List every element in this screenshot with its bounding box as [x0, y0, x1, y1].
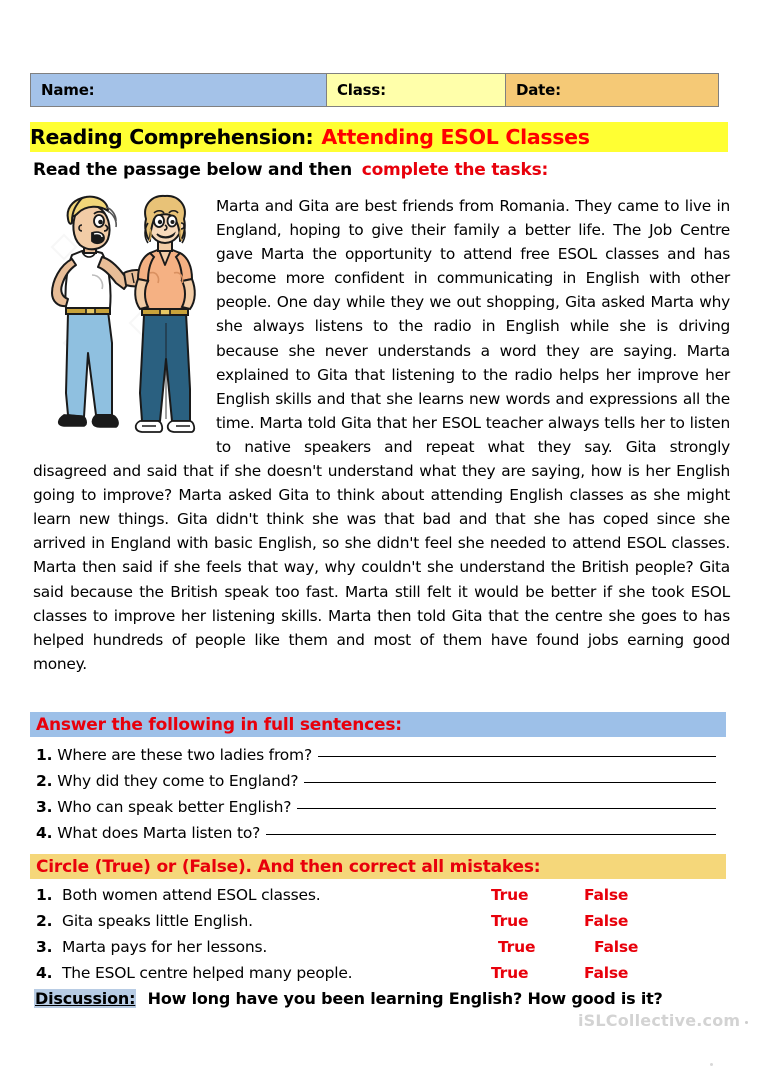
tf-false-option-1[interactable]: False: [584, 886, 629, 904]
tf-false-option-3[interactable]: False: [594, 938, 639, 956]
instruction-black-text: Read the passage below and then: [33, 160, 352, 180]
section-truefalse-heading: Circle (True) or (False). And then correct all mistakes:: [36, 856, 541, 877]
worksheet-title-bar: [30, 122, 728, 152]
truefalse-row-1: [36, 886, 726, 912]
question-number-1: 1.: [36, 746, 53, 764]
watermark-dot-bottom: [710, 1063, 713, 1066]
truefalse-row-3: [36, 938, 726, 964]
tf-true-option-4[interactable]: True: [491, 964, 529, 982]
question-number-2: 2.: [36, 772, 53, 790]
question-number-3: 3.: [36, 798, 53, 816]
answer-line-3[interactable]: [297, 808, 716, 809]
reading-passage: [33, 194, 730, 676]
question-text-1: Where are these two ladies from?: [57, 746, 312, 764]
question-row-1: [36, 746, 716, 770]
class-label: Class:: [337, 81, 386, 99]
tf-number-2: 2.: [36, 912, 53, 930]
name-label: Name:: [41, 81, 95, 99]
passage-text: Marta and Gita are best friends from Romania. They came to live in England, hoping to give their family a better life. The Job Centre gave Marta the opportunity to attend free ESOL classes and has become more confident in communicating in English with other people. One day while they we out shopping, Gita asked Marta why she always listens to the radio in English while she is driving because she never understands a word they are saying. Marta explained to Gita that listening to the radio helps her improve her English skills and that she learns new words and expressions all the time. Marta told Gita that her ESOL teacher always tells her to listen to native speakers and repeat what they say. Gita strongly disagreed and said that if she doesn't understand what they are saying, how is her English going to improve? Marta asked Gita to think about attending English classes as she might learn new things. Gita didn't think she was that bad and that she has coped since she arrived in England with basic English, so she didn't feel she needed to attend ESOL classes. Marta then said if she feels that way, why couldn't she understand the British people? Gita said because the British speak too fast. Marta still felt it would be better if she took ESOL classes to improve her listening skills. Marta then told Gita that the centre she goes to has helped hundreds of people like them and most of them have found jobs earning good money.: [33, 197, 730, 673]
question-text-4: What does Marta listen to?: [57, 824, 261, 842]
question-row-4: [36, 824, 716, 848]
illustration-text-wrap-spacer: [33, 194, 216, 436]
question-text-3: Who can speak better English?: [57, 798, 292, 816]
tf-number-1: 1.: [36, 886, 53, 904]
tf-statement-4: The ESOL centre helped many people.: [62, 964, 353, 982]
tf-number-3: 3.: [36, 938, 53, 956]
page-title: Reading Comprehension:: [30, 125, 314, 149]
tf-false-option-4[interactable]: False: [584, 964, 629, 982]
answer-line-2[interactable]: [304, 782, 716, 783]
question-row-2: [36, 772, 716, 796]
question-text-2: Why did they come to England?: [57, 772, 299, 790]
tf-statement-1: Both women attend ESOL classes.: [62, 886, 321, 904]
student-info-table: [30, 73, 719, 107]
class-field-cell[interactable]: [327, 73, 506, 107]
discussion-question: How long have you been learning English? How good is it?: [147, 989, 663, 1008]
page-subtitle: Attending ESOL Classes: [321, 125, 590, 149]
date-field-cell[interactable]: [506, 73, 719, 107]
name-field-cell[interactable]: [30, 73, 327, 107]
tf-statement-2: Gita speaks little English.: [62, 912, 253, 930]
tf-number-4: 4.: [36, 964, 53, 982]
truefalse-row-4: [36, 964, 726, 990]
date-label: Date:: [516, 81, 561, 99]
question-row-3: [36, 798, 716, 822]
site-watermark: iSLCollective.com: [578, 1011, 741, 1030]
tf-true-option-1[interactable]: True: [491, 886, 529, 904]
tf-statement-3: Marta pays for her lessons.: [62, 938, 268, 956]
section-header-truefalse: [30, 854, 726, 879]
answer-line-1[interactable]: [318, 756, 716, 757]
watermark-dot-right: [745, 1021, 748, 1024]
discussion-label: Discussion:: [35, 989, 136, 1008]
discussion-prompt: [34, 989, 663, 1008]
task-instruction: [33, 160, 548, 180]
tf-false-option-2[interactable]: False: [584, 912, 629, 930]
section-questions-heading: Answer the following in full sentences:: [36, 714, 402, 735]
question-number-4: 4.: [36, 824, 53, 842]
section-header-questions: [30, 712, 726, 737]
tf-true-option-2[interactable]: True: [491, 912, 529, 930]
truefalse-row-2: [36, 912, 726, 938]
instruction-red-text: complete the tasks:: [361, 160, 549, 180]
answer-line-4[interactable]: [266, 834, 716, 835]
tf-true-option-3[interactable]: True: [498, 938, 536, 956]
